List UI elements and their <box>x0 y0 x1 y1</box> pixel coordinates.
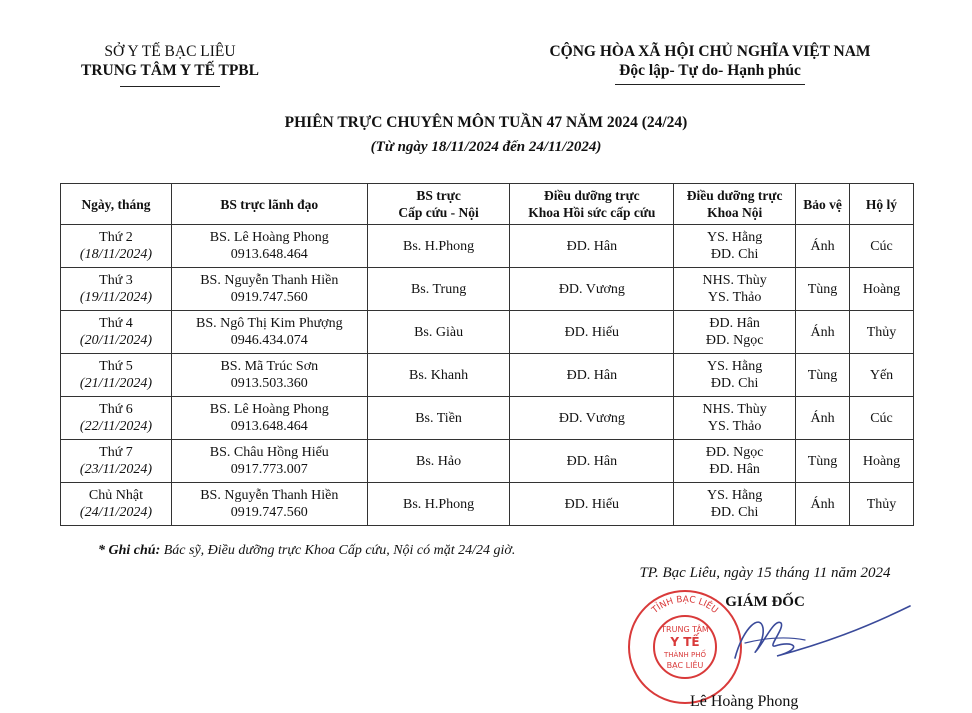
cell-date: Thứ 3 (19/11/2024) <box>61 268 172 311</box>
cell-icu-nurse: ĐD. Vương <box>510 397 674 440</box>
cell-date: Thứ 5 (21/11/2024) <box>61 354 172 397</box>
table-row <box>61 225 914 268</box>
header-internal-nurse: Điều dưỡng trực Khoa Nội <box>674 184 796 225</box>
national-motto: Độc lập- Tự do- Hạnh phúc <box>619 62 801 79</box>
cell-aide: Hoàng <box>850 440 914 483</box>
cell-internal-nurse: NHS. Thùy YS. Thảo <box>674 397 796 440</box>
table-row <box>61 354 914 397</box>
cell-leader: BS. Châu Hồng Hiếu 0917.773.007 <box>171 440 367 483</box>
cell-icu-nurse: ĐD. Vương <box>510 268 674 311</box>
stamp-line-4: BẠC LIÊU <box>666 661 704 670</box>
cell-guard: Ánh <box>796 397 850 440</box>
header-date: Ngày, tháng <box>61 184 172 225</box>
duty-roster-table <box>60 183 914 526</box>
cell-internal-nurse: NHS. Thùy YS. Thảo <box>674 268 796 311</box>
cell-aide: Thủy <box>850 311 914 354</box>
cell-date: Thứ 2 (18/11/2024) <box>61 225 172 268</box>
stamp-line-1: TRUNG TÂM <box>661 625 709 634</box>
signer-name: Lê Hoàng Phong <box>690 693 799 710</box>
footnote <box>98 543 515 559</box>
header-aide: Hộ lý <box>850 184 914 225</box>
table-row <box>61 440 914 483</box>
header-guard: Bảo vệ <box>796 184 850 225</box>
table-header-row <box>61 184 914 225</box>
agency-parent: SỞ Y TẾ BẠC LIÊU <box>104 43 236 60</box>
agency-name: TRUNG TÂM Y TẾ TPBL <box>80 62 259 79</box>
cell-date: Thứ 6 (22/11/2024) <box>61 397 172 440</box>
cell-leader: BS. Nguyễn Thanh Hiền 0919.747.560 <box>171 483 367 526</box>
cell-aide: Yến <box>850 354 914 397</box>
footnote-lead: * Ghi chú: <box>98 543 161 558</box>
header-leader: BS trực lãnh đạo <box>171 184 367 225</box>
cell-leader: BS. Lê Hoàng Phong 0913.648.464 <box>171 225 367 268</box>
cell-er-doctor: Bs. H.Phong <box>367 483 510 526</box>
cell-er-doctor: Bs. Trung <box>367 268 510 311</box>
cell-leader: BS. Lê Hoàng Phong 0913.648.464 <box>171 397 367 440</box>
cell-guard: Ánh <box>796 483 850 526</box>
header-er-doctor: BS trực Cấp cứu - Nội <box>367 184 510 225</box>
cell-guard: Tùng <box>796 268 850 311</box>
header-icu-nurse: Điều dưỡng trực Khoa Hồi sức cấp cứu <box>510 184 674 225</box>
cell-leader: BS. Mã Trúc Sơn 0913.503.360 <box>171 354 367 397</box>
cell-aide: Thủy <box>850 483 914 526</box>
national-title: CỘNG HÒA XÃ HỘI CHỦ NGHĨA VIỆT NAM <box>549 43 871 60</box>
stamp-line-3: THÀNH PHỐ <box>663 651 707 659</box>
agency-header <box>40 42 300 87</box>
agency-underline <box>120 86 220 87</box>
cell-icu-nurse: ĐD. Hiếu <box>510 311 674 354</box>
signature-stroke <box>735 606 910 658</box>
cell-guard: Ánh <box>796 311 850 354</box>
cell-aide: Cúc <box>850 397 914 440</box>
cell-er-doctor: Bs. H.Phong <box>367 225 510 268</box>
cell-leader: BS. Ngô Thị Kim Phượng 0946.434.074 <box>171 311 367 354</box>
cell-aide: Hoàng <box>850 268 914 311</box>
cell-er-doctor: Bs. Tiền <box>367 397 510 440</box>
cell-date: Thứ 4 (20/11/2024) <box>61 311 172 354</box>
cell-internal-nurse: YS. Hằng ĐD. Chi <box>674 354 796 397</box>
cell-aide: Cúc <box>850 225 914 268</box>
cell-icu-nurse: ĐD. Hân <box>510 354 674 397</box>
document-title: PHIÊN TRỰC CHUYÊN MÔN TUẦN 47 NĂM 2024 (24/24) <box>284 114 688 131</box>
cell-icu-nurse: ĐD. Hân <box>510 440 674 483</box>
cell-date: Thứ 7 (23/11/2024) <box>61 440 172 483</box>
stamp-arc-text: TỈNH BẠC LIÊU <box>650 594 720 616</box>
cell-guard: Tùng <box>796 440 850 483</box>
document-subtitle: (Từ ngày 18/11/2024 đến 24/11/2024) <box>370 139 602 155</box>
place-date: TP. Bạc Liêu, ngày 15 tháng 11 năm 2024 <box>639 565 891 581</box>
cell-er-doctor: Bs. Khanh <box>367 354 510 397</box>
cell-internal-nurse: YS. Hằng ĐD. Chi <box>674 483 796 526</box>
cell-internal-nurse: ĐD. Ngọc ĐD. Hân <box>674 440 796 483</box>
cell-date: Chủ Nhật (24/11/2024) <box>61 483 172 526</box>
cell-internal-nurse: YS. Hằng ĐD. Chi <box>674 225 796 268</box>
cell-guard: Ánh <box>796 225 850 268</box>
footnote-text: Bác sỹ, Điều dưỡng trực Khoa Cấp cứu, Nội có mặt 24/24 giờ. <box>160 543 516 558</box>
cell-internal-nurse: ĐD. Hân ĐD. Ngọc <box>674 311 796 354</box>
cell-icu-nurse: ĐD. Hiếu <box>510 483 674 526</box>
cell-guard: Tùng <box>796 354 850 397</box>
table-row <box>61 397 914 440</box>
national-header <box>500 42 920 85</box>
table-row <box>61 311 914 354</box>
cell-icu-nurse: ĐD. Hân <box>510 225 674 268</box>
cell-er-doctor: Bs. Giàu <box>367 311 510 354</box>
director-title: GIÁM ĐỐC <box>725 594 805 610</box>
table-row <box>61 483 914 526</box>
handwritten-signature <box>705 588 915 698</box>
table-row <box>61 268 914 311</box>
cell-leader: BS. Nguyễn Thanh Hiền 0919.747.560 <box>171 268 367 311</box>
stamp-line-2: Y TẾ <box>670 635 700 649</box>
cell-er-doctor: Bs. Hảo <box>367 440 510 483</box>
motto-underline <box>615 84 805 85</box>
